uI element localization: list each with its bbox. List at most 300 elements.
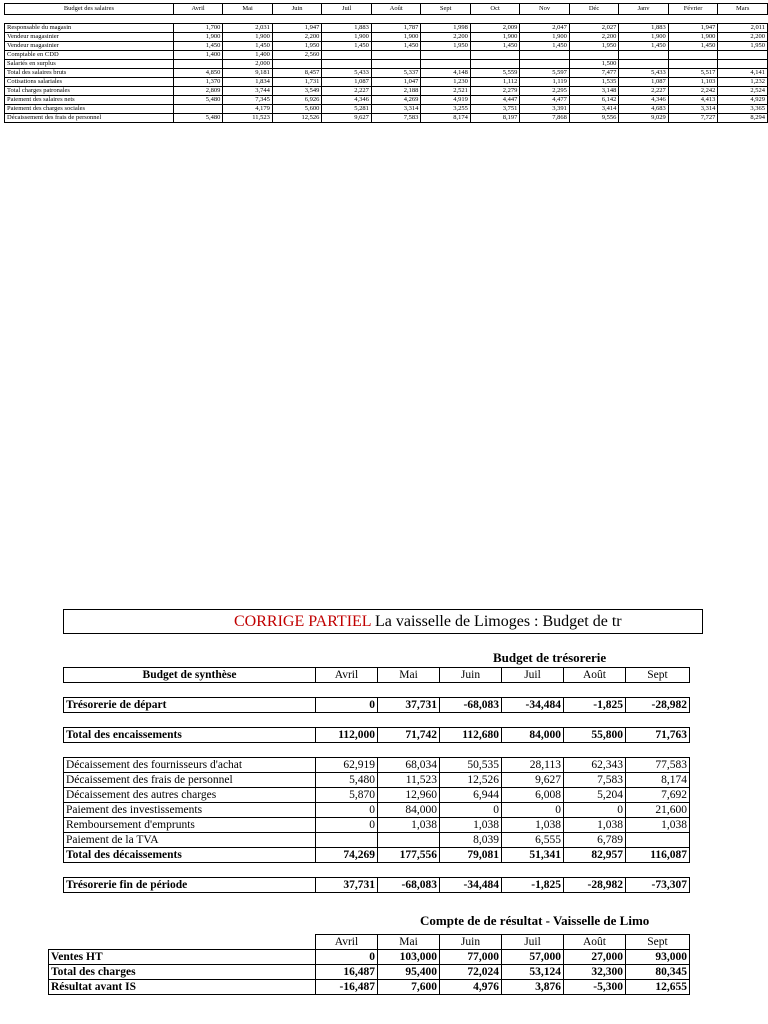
cell-value: 1,450 xyxy=(371,42,420,51)
cell-value: 2,000 xyxy=(223,60,273,69)
cell-value: -16,487 xyxy=(316,980,378,995)
table-row xyxy=(5,78,768,87)
cell-value: 2,524 xyxy=(718,87,768,96)
row-label: Vendeur magasinier xyxy=(5,33,174,42)
cell-value: 5,870 xyxy=(316,788,378,803)
cell-value: 7,727 xyxy=(668,114,718,123)
cell-value: 5,480 xyxy=(316,773,378,788)
cell-value: 53,124 xyxy=(502,965,564,980)
row-label: Paiement des investissements xyxy=(64,803,316,818)
cell-value: 7,583 xyxy=(371,114,420,123)
cell-value: 1,900 xyxy=(371,33,420,42)
row-label: Décaissement des frais de personnel xyxy=(5,114,174,123)
row-label: Total des salaires bruts xyxy=(5,69,174,78)
income-statement-table xyxy=(48,934,690,995)
cell-value: 2,200 xyxy=(569,33,618,42)
month-header: Nov xyxy=(520,4,569,15)
month-header: Sept xyxy=(626,935,690,950)
row-label: Cotisations salariales xyxy=(5,78,174,87)
cell-value: 3,314 xyxy=(668,105,718,114)
month-header: Août xyxy=(371,4,420,15)
cell-value: 51,341 xyxy=(502,848,564,863)
salaries-budget-table xyxy=(4,3,768,123)
cell-value: 72,024 xyxy=(440,965,502,980)
treasury-budget-table xyxy=(63,667,690,893)
cell-value: 6,008 xyxy=(502,788,564,803)
cell-value: 2,200 xyxy=(421,33,470,42)
table-row xyxy=(64,848,690,863)
banner-red-label: CORRIGE PARTIEL xyxy=(234,613,371,630)
cell-value: 4,141 xyxy=(718,69,768,78)
cell-value: 4,179 xyxy=(223,105,273,114)
cell-value: 1,370 xyxy=(173,78,222,87)
cell-value: 1,900 xyxy=(470,33,519,42)
cell-value: 1,103 xyxy=(668,78,718,87)
cell-value: 77,583 xyxy=(626,758,690,773)
month-header: Mars xyxy=(718,4,768,15)
cell-value: 2,011 xyxy=(718,24,768,33)
spacer-row xyxy=(5,15,768,24)
month-header: Mai xyxy=(378,668,440,683)
cell-value: 1,950 xyxy=(718,42,768,51)
row-label: Décaissement des frais de personnel xyxy=(64,773,316,788)
cell-value: 4,919 xyxy=(421,96,470,105)
cell-value xyxy=(569,51,618,60)
cell-value: 82,957 xyxy=(564,848,626,863)
cell-value: 77,000 xyxy=(440,950,502,965)
cell-value: 57,000 xyxy=(502,950,564,965)
cell-value xyxy=(668,51,718,60)
cell-value: 4,850 xyxy=(173,69,222,78)
cell-value: 68,034 xyxy=(378,758,440,773)
month-header: Mai xyxy=(378,935,440,950)
cell-value: 12,526 xyxy=(272,114,322,123)
cell-value: 1,450 xyxy=(322,42,371,51)
row-label: Salariés en surplus xyxy=(5,60,174,69)
cell-value: 5,204 xyxy=(564,788,626,803)
cell-value: 7,692 xyxy=(626,788,690,803)
cell-value: 1,450 xyxy=(520,42,569,51)
cell-value: 27,000 xyxy=(564,950,626,965)
table-row xyxy=(5,105,768,114)
cell-value: -34,484 xyxy=(440,878,502,893)
treasury-header-row xyxy=(64,668,690,683)
cell-value: 55,800 xyxy=(564,728,626,743)
cell-value: 8,457 xyxy=(272,69,322,78)
cell-value: 28,113 xyxy=(502,758,564,773)
row-label: Total des encaissements xyxy=(64,728,316,743)
table-row xyxy=(64,698,690,713)
cell-value: 2,200 xyxy=(718,33,768,42)
cell-value: 9,556 xyxy=(569,114,618,123)
cell-value: 1,998 xyxy=(421,24,470,33)
cell-value: 32,300 xyxy=(564,965,626,980)
month-header: Juil xyxy=(502,668,564,683)
cell-value: 0 xyxy=(316,818,378,833)
cell-value: 1,787 xyxy=(371,24,420,33)
month-header: Mai xyxy=(223,4,273,15)
table-row xyxy=(5,114,768,123)
cell-value: -68,083 xyxy=(378,878,440,893)
cell-value: 4,346 xyxy=(619,96,668,105)
income-body xyxy=(49,950,690,995)
cell-value xyxy=(619,51,668,60)
row-label: Vendeur magasinier xyxy=(5,42,174,51)
cell-value xyxy=(371,60,420,69)
cell-value: 37,731 xyxy=(316,878,378,893)
title-banner xyxy=(63,609,703,634)
cell-value: 9,627 xyxy=(322,114,371,123)
cell-value: 4,447 xyxy=(470,96,519,105)
cell-value: 11,523 xyxy=(378,773,440,788)
cell-value: 84,000 xyxy=(378,803,440,818)
treasury-heading: Budget de trésorerie xyxy=(493,650,607,665)
cell-value xyxy=(173,105,222,114)
cell-value xyxy=(322,60,371,69)
row-label: Comptable en CDD xyxy=(5,51,174,60)
cell-value: -1,825 xyxy=(502,878,564,893)
cell-value: 16,487 xyxy=(316,965,378,980)
cell-value: 5,480 xyxy=(173,96,222,105)
month-header: Déc xyxy=(569,4,618,15)
cell-value: 2,560 xyxy=(272,51,322,60)
spacer-row xyxy=(64,683,690,698)
cell-value: 1,400 xyxy=(173,51,222,60)
cell-value: 0 xyxy=(316,950,378,965)
cell-value: 3,391 xyxy=(520,105,569,114)
month-header: Août xyxy=(564,668,626,683)
cell-value: 62,919 xyxy=(316,758,378,773)
cell-value: 7,868 xyxy=(520,114,569,123)
cell-value xyxy=(470,60,519,69)
table-row xyxy=(5,69,768,78)
cell-value: 12,655 xyxy=(626,980,690,995)
month-header: Juin xyxy=(440,935,502,950)
cell-value xyxy=(619,60,668,69)
cell-value: 7,477 xyxy=(569,69,618,78)
cell-value: 1,950 xyxy=(421,42,470,51)
cell-value: 1,400 xyxy=(223,51,273,60)
table-row xyxy=(49,980,690,995)
cell-value: 7,583 xyxy=(564,773,626,788)
cell-value: 1,950 xyxy=(569,42,618,51)
month-header: Juin xyxy=(272,4,322,15)
cell-value: 12,526 xyxy=(440,773,502,788)
header-blank-cell xyxy=(49,935,316,950)
row-label: Ventes HT xyxy=(49,950,316,965)
cell-value: 1,038 xyxy=(440,818,502,833)
cell-value: 4,929 xyxy=(718,96,768,105)
cell-value xyxy=(272,60,322,69)
cell-value xyxy=(421,60,470,69)
treasury-body xyxy=(64,683,690,893)
table-row xyxy=(64,788,690,803)
cell-value: 84,000 xyxy=(502,728,564,743)
cell-value: 1,947 xyxy=(272,24,322,33)
cell-value: 112,000 xyxy=(316,728,378,743)
cell-value: 2,521 xyxy=(421,87,470,96)
cell-value: 1,450 xyxy=(668,42,718,51)
cell-value: 1,450 xyxy=(223,42,273,51)
cell-value: 1,450 xyxy=(173,42,222,51)
cell-value xyxy=(520,51,569,60)
row-label: Total des décaissements xyxy=(64,848,316,863)
cell-value: 0 xyxy=(502,803,564,818)
cell-value: 6,789 xyxy=(564,833,626,848)
row-label: Paiement des salaires nets xyxy=(5,96,174,105)
table-row xyxy=(64,758,690,773)
cell-value: 1,087 xyxy=(619,78,668,87)
cell-value: 3,549 xyxy=(272,87,322,96)
cell-value: 1,731 xyxy=(272,78,322,87)
cell-value: 1,119 xyxy=(520,78,569,87)
cell-value xyxy=(520,60,569,69)
cell-value xyxy=(718,51,768,60)
cell-value: -68,083 xyxy=(440,698,502,713)
cell-value: 1,900 xyxy=(619,33,668,42)
table-row xyxy=(5,42,768,51)
month-header: Avril xyxy=(316,668,378,683)
cell-value: 4,976 xyxy=(440,980,502,995)
cell-value: 2,242 xyxy=(668,87,718,96)
cell-value: 1,087 xyxy=(322,78,371,87)
table-row xyxy=(5,33,768,42)
table-row xyxy=(49,965,690,980)
cell-value: -73,307 xyxy=(626,878,690,893)
cell-value: 3,744 xyxy=(223,87,273,96)
row-label: Trésorerie de départ xyxy=(64,698,316,713)
cell-value: -28,982 xyxy=(626,698,690,713)
cell-value: 2,009 xyxy=(470,24,519,33)
cell-value: 1,900 xyxy=(173,33,222,42)
cell-value: 79,081 xyxy=(440,848,502,863)
banner-title: La vaisselle de Limoges : Budget de tr xyxy=(374,613,622,630)
cell-value: 4,269 xyxy=(371,96,420,105)
cell-value: 1,112 xyxy=(470,78,519,87)
cell-value: 1,883 xyxy=(322,24,371,33)
table-row xyxy=(5,24,768,33)
cell-value: 4,683 xyxy=(619,105,668,114)
cell-value: 2,279 xyxy=(470,87,519,96)
cell-value: 1,947 xyxy=(668,24,718,33)
cell-value: 116,087 xyxy=(626,848,690,863)
cell-value xyxy=(322,51,371,60)
cell-value xyxy=(470,51,519,60)
cell-value: 8,174 xyxy=(626,773,690,788)
cell-value: 0 xyxy=(440,803,502,818)
cell-value: 11,523 xyxy=(223,114,273,123)
cell-value: 6,142 xyxy=(569,96,618,105)
month-header: Février xyxy=(668,4,718,15)
month-header: Sept xyxy=(626,668,690,683)
cell-value: 6,555 xyxy=(502,833,564,848)
cell-value: 5,337 xyxy=(371,69,420,78)
cell-value: 1,900 xyxy=(223,33,273,42)
table-row xyxy=(49,950,690,965)
cell-value: 1,232 xyxy=(718,78,768,87)
cell-value: 1,950 xyxy=(272,42,322,51)
cell-value: 8,197 xyxy=(470,114,519,123)
cell-value: 3,255 xyxy=(421,105,470,114)
cell-value: 1,038 xyxy=(626,818,690,833)
spacer-row xyxy=(64,863,690,878)
table-row xyxy=(64,728,690,743)
salaries-header-row xyxy=(5,4,768,15)
cell-value: 8,039 xyxy=(440,833,502,848)
cell-value: 7,600 xyxy=(378,980,440,995)
cell-value: 1,500 xyxy=(569,60,618,69)
cell-value: 93,000 xyxy=(626,950,690,965)
cell-value: 9,627 xyxy=(502,773,564,788)
row-label: Trésorerie fin de période xyxy=(64,878,316,893)
row-label: Total charges patronales xyxy=(5,87,174,96)
cell-value: -1,825 xyxy=(564,698,626,713)
month-header: Avril xyxy=(316,935,378,950)
cell-value: 103,000 xyxy=(378,950,440,965)
cell-value: 5,281 xyxy=(322,105,371,114)
table-row xyxy=(64,878,690,893)
table-row xyxy=(5,96,768,105)
row-label: Paiement de la TVA xyxy=(64,833,316,848)
cell-value: 1,900 xyxy=(668,33,718,42)
cell-value: 62,343 xyxy=(564,758,626,773)
cell-value: 2,809 xyxy=(173,87,222,96)
cell-value xyxy=(316,833,378,848)
cell-value xyxy=(626,833,690,848)
cell-value: 71,742 xyxy=(378,728,440,743)
cell-value: 0 xyxy=(316,698,378,713)
cell-value: 7,345 xyxy=(223,96,273,105)
cell-value: 6,944 xyxy=(440,788,502,803)
cell-value: 8,174 xyxy=(421,114,470,123)
cell-value: 2,027 xyxy=(569,24,618,33)
cell-value: 5,480 xyxy=(173,114,222,123)
cell-value: 1,038 xyxy=(378,818,440,833)
cell-value: 2,188 xyxy=(371,87,420,96)
salaries-title: Budget des salaires xyxy=(5,4,174,15)
row-label: Décaissement des fournisseurs d'achat xyxy=(64,758,316,773)
row-label: Responsable du magasin xyxy=(5,24,174,33)
row-label: Décaissement des autres charges xyxy=(64,788,316,803)
cell-value: 3,876 xyxy=(502,980,564,995)
cell-value: 1,450 xyxy=(619,42,668,51)
cell-value: 4,477 xyxy=(520,96,569,105)
table-row xyxy=(5,51,768,60)
table-row xyxy=(64,773,690,788)
cell-value: 2,200 xyxy=(272,33,322,42)
cell-value: 1,038 xyxy=(502,818,564,833)
cell-value xyxy=(371,51,420,60)
cell-value: 3,751 xyxy=(470,105,519,114)
cell-value: 1,047 xyxy=(371,78,420,87)
cell-value: -5,300 xyxy=(564,980,626,995)
cell-value xyxy=(378,833,440,848)
cell-value: 3,314 xyxy=(371,105,420,114)
cell-value: 177,556 xyxy=(378,848,440,863)
cell-value: 8,294 xyxy=(718,114,768,123)
cell-value: 3,365 xyxy=(718,105,768,114)
cell-value: 4,413 xyxy=(668,96,718,105)
cell-value: 71,763 xyxy=(626,728,690,743)
cell-value: 2,295 xyxy=(520,87,569,96)
cell-value: 112,680 xyxy=(440,728,502,743)
table-row xyxy=(5,60,768,69)
cell-value: 3,414 xyxy=(569,105,618,114)
cell-value: 4,148 xyxy=(421,69,470,78)
cell-value xyxy=(421,51,470,60)
row-label: Paiement des charges sociales xyxy=(5,105,174,114)
banner-text xyxy=(234,612,622,632)
month-header: Oct xyxy=(470,4,519,15)
spacer-row xyxy=(64,713,690,728)
cell-value: 0 xyxy=(564,803,626,818)
table-row xyxy=(64,803,690,818)
cell-value: 95,400 xyxy=(378,965,440,980)
cell-value: 12,960 xyxy=(378,788,440,803)
cell-value: 0 xyxy=(316,803,378,818)
cell-value: 4,346 xyxy=(322,96,371,105)
row-label: Total des charges xyxy=(49,965,316,980)
cell-value: 5,517 xyxy=(668,69,718,78)
row-label: Résultat avant IS xyxy=(49,980,316,995)
cell-value: 1,834 xyxy=(223,78,273,87)
cell-value: 5,433 xyxy=(619,69,668,78)
cell-value: 2,047 xyxy=(520,24,569,33)
cell-value: 9,181 xyxy=(223,69,273,78)
cell-value: -28,982 xyxy=(564,878,626,893)
month-header: Août xyxy=(564,935,626,950)
cell-value: 5,597 xyxy=(520,69,569,78)
cell-value: 50,535 xyxy=(440,758,502,773)
cell-value: 1,450 xyxy=(470,42,519,51)
cell-value: 5,559 xyxy=(470,69,519,78)
month-header: Juin xyxy=(440,668,502,683)
cell-value: 80,345 xyxy=(626,965,690,980)
cell-value: 21,600 xyxy=(626,803,690,818)
cell-value: 1,700 xyxy=(173,24,222,33)
cell-value: 2,031 xyxy=(223,24,273,33)
month-header: Avril xyxy=(173,4,222,15)
cell-value: 2,227 xyxy=(619,87,668,96)
income-statement-heading: Compte de de résultat - Vaisselle de Limo xyxy=(420,913,650,928)
cell-value xyxy=(718,60,768,69)
month-header: Janv xyxy=(619,4,668,15)
cell-value: 2,227 xyxy=(322,87,371,96)
cell-value: 1,038 xyxy=(564,818,626,833)
cell-value: -34,484 xyxy=(502,698,564,713)
cell-value: 3,148 xyxy=(569,87,618,96)
table-row xyxy=(64,818,690,833)
month-header: Sept xyxy=(421,4,470,15)
cell-value: 6,926 xyxy=(272,96,322,105)
cell-value: 1,900 xyxy=(520,33,569,42)
table-row xyxy=(5,87,768,96)
corner-label: Budget de synthèse xyxy=(64,668,316,683)
cell-value: 74,269 xyxy=(316,848,378,863)
cell-value: 1,230 xyxy=(421,78,470,87)
cell-value: 5,433 xyxy=(322,69,371,78)
cell-value: 1,535 xyxy=(569,78,618,87)
spacer-row xyxy=(64,743,690,758)
month-header: Juil xyxy=(502,935,564,950)
cell-value: 9,029 xyxy=(619,114,668,123)
income-header-row xyxy=(49,935,690,950)
salaries-body xyxy=(5,15,768,123)
cell-value xyxy=(173,60,222,69)
cell-value: 5,600 xyxy=(272,105,322,114)
row-label: Remboursement d'emprunts xyxy=(64,818,316,833)
cell-value: 37,731 xyxy=(378,698,440,713)
